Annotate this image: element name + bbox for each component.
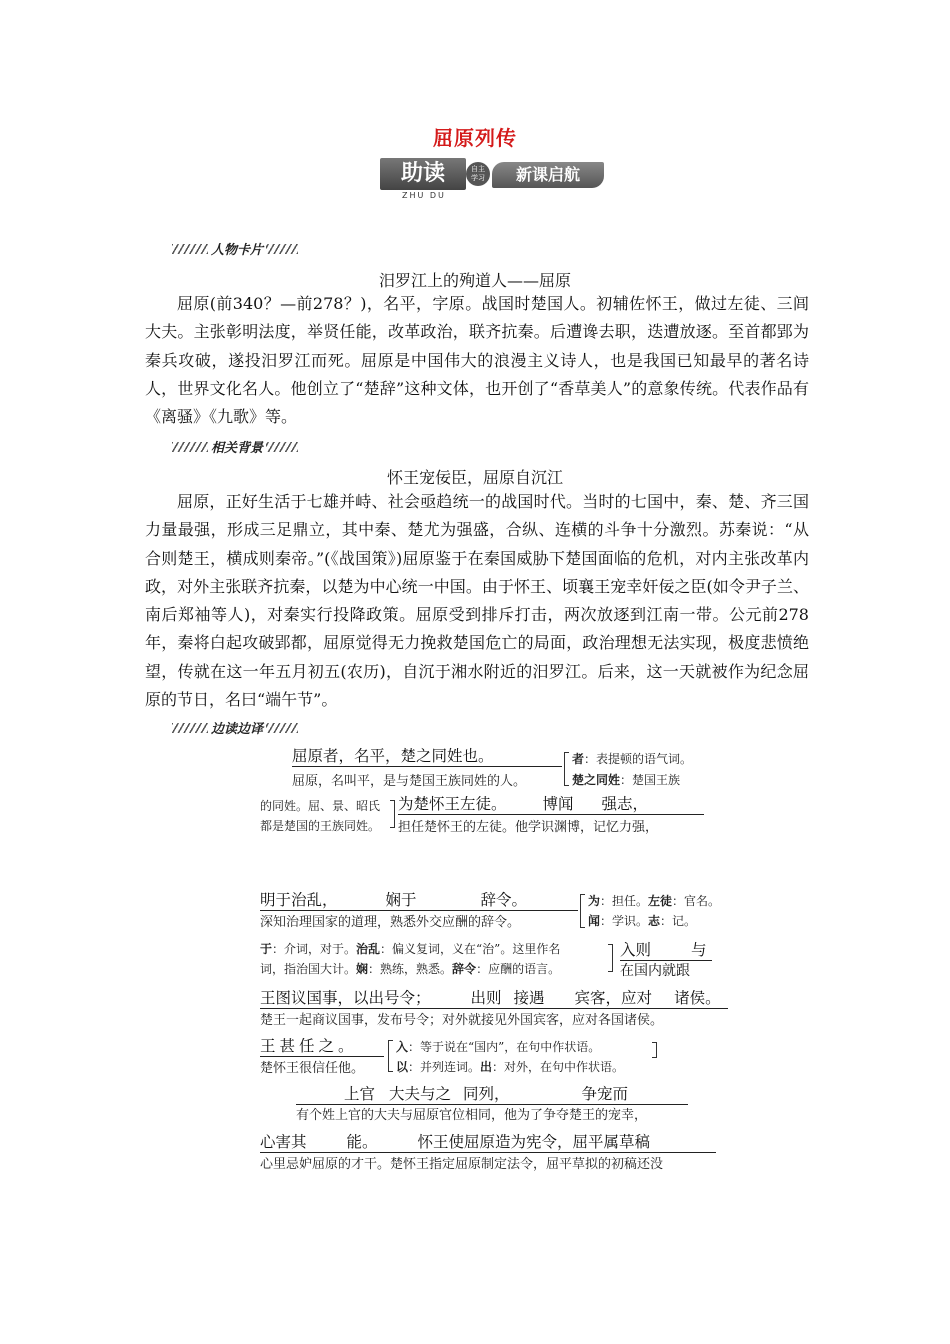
original-line-4: 入则 与	[620, 938, 712, 961]
note-wei-zuotu: 为：担任。左徒：官名。	[588, 894, 721, 908]
background-paragraph: 屈原，正好生活于七雄并峙、社会亟趋统一的战国时代。当时的七国中，秦、楚、齐三国力量最强，形成三足鼎立，其中秦、楚尤为强盛，合纵、连横的斗争十分激烈。苏秦说：“从合则楚王，横成则秦帝。”(《战国策》)屈原鉴于在秦国威胁下楚国面临的危机，对内主张改革内政，对外主张联齐抗秦，以楚为中心统一中国。由于怀王、顷襄王宠幸奸佞之臣(如令尹子兰、南后郑袖等人)，对秦实行投降政策。屈原受到排斥打击，两次放逐到江南一带。公元前278年，秦将白起攻破郢都，屈原觉得无力挽救楚国危亡的局面，政治理想无法实现，极度悲愤绝望，传就在这一年五月初五(农历)，自沉于湘水附近的汨罗江。后来，这一天就被作为纪念屈原的节日，名曰“端午节”。	[145, 492, 809, 710]
original-line-8: 心害其 能。 怀王使屈原造为宪令，屈平属草稿	[260, 1130, 716, 1153]
banner-right-label: 新课启航	[492, 162, 604, 188]
note-bracket	[580, 894, 585, 928]
note-wen-zhi: 闻：学识。志：记。	[588, 914, 697, 928]
banner-circle-bottom: 学习	[471, 174, 485, 182]
hatch-decoration	[266, 442, 298, 452]
translation-line-5: 楚王一起商议国事，发布号令；对外就接见外国宾客，应对各国诸侯。	[260, 1013, 664, 1028]
hatch-decoration	[172, 442, 208, 452]
translation-line-7: 有个姓上官的大夫与屈原官位相同，他为了争夺楚王的宠幸，	[296, 1108, 648, 1123]
note-tong-xing-cont-2: 都是楚国的王族同姓。	[260, 819, 381, 833]
background-subhead: 怀王宠佞臣，屈原自沉江	[386, 468, 563, 487]
section-label-reading	[172, 718, 298, 737]
original-line-5: 王图议国事，以出号令； 出则 接遇 宾客，应对 诸侯。	[260, 986, 728, 1009]
note-bracket	[608, 944, 613, 972]
zhudu-banner	[380, 158, 605, 200]
note-xian-ciling: 词，指治国大计。娴：熟练，熟悉。辞令：应酬的语言。	[260, 962, 561, 976]
translation-line-2: 担任楚怀王的左徒。他学识渊博，记忆力强，	[398, 820, 659, 835]
translation-line-4: 在国内就跟	[620, 963, 690, 979]
section-label-card	[172, 239, 298, 258]
note-yi-chu: 以：并列连词。出：对外，在句中作状语。	[396, 1060, 625, 1074]
note-yu-zhiluan: 于：介词，对于。治乱：偏义复词，义在“治”。这里作名	[260, 942, 561, 956]
banner-sub-label: ZHU DU	[402, 191, 446, 200]
banner-circle-top: 自主	[471, 165, 485, 173]
hatch-decoration	[172, 244, 208, 254]
section-label-text: 人物卡片	[211, 243, 264, 258]
card-paragraph: 屈原(前340？—前278？)，名平，字原。战国时楚国人。初辅佐怀王，做过左徒、三闾大夫。主张彰明法度，举贤任能，改革政治，联齐抗秦。后遭谗去职，迭遭放逐。至首都郢为秦兵攻破，遂投汨罗江而死。屈原是中国伟大的浪漫主义诗人，也是我国已知最早的著名诗人，世界文化名人。他创立了“楚辞”这种文体，也开创了“香草美人”的意象传统。代表作品有《离骚》《九歌》等。	[145, 294, 809, 427]
translation-line-6: 楚怀王很信任他。	[260, 1061, 365, 1076]
translation-line-1: 屈原，名叫平，是与楚国王族同姓的人。	[292, 774, 527, 789]
note-zhe: 者：表提顿的语气词。	[572, 752, 693, 766]
note-bracket	[652, 1042, 657, 1058]
original-line-3: 明于治乱， 娴于 辞令。	[260, 888, 578, 911]
page-title: 屈原列传	[433, 126, 517, 150]
banner-circle-badge	[466, 162, 490, 186]
note-bracket	[390, 800, 395, 828]
hatch-decoration	[266, 244, 298, 254]
note-chu-zhi-tong-xing: 楚之同姓：楚国王族	[572, 773, 681, 787]
original-line-1: 屈原者，名平，楚之同姓也。	[292, 744, 562, 767]
card-subhead: 汨罗江上的殉道人——屈原	[378, 271, 571, 290]
translation-line-3: 深知治理国家的道理，熟悉外交应酬的辞令。	[260, 915, 521, 930]
hatch-decoration	[266, 723, 298, 733]
original-line-7: 上官 大夫与之 同列， 争宠而	[296, 1082, 688, 1105]
note-tong-xing-cont-1: 的同姓。屈、景、昭氏	[260, 799, 381, 813]
original-line-6: 王甚任之。	[260, 1034, 384, 1057]
hatch-decoration	[172, 723, 208, 733]
section-label-text: 相关背景	[211, 441, 264, 456]
section-label-text: 边读边译	[211, 722, 264, 737]
section-label-background	[172, 437, 298, 456]
banner-left-label: 助读	[380, 158, 466, 190]
original-line-2: 为楚怀王左徒。 博闻 强志，	[398, 792, 704, 815]
note-ru: 入：等于说在“国内”，在句中作状语。	[396, 1040, 601, 1054]
note-bracket	[388, 1040, 393, 1072]
note-bracket	[564, 752, 569, 786]
translation-line-8: 心里忌妒屈原的才干。楚怀王指定屈原制定法令，屈平草拟的初稿还没	[260, 1157, 664, 1172]
